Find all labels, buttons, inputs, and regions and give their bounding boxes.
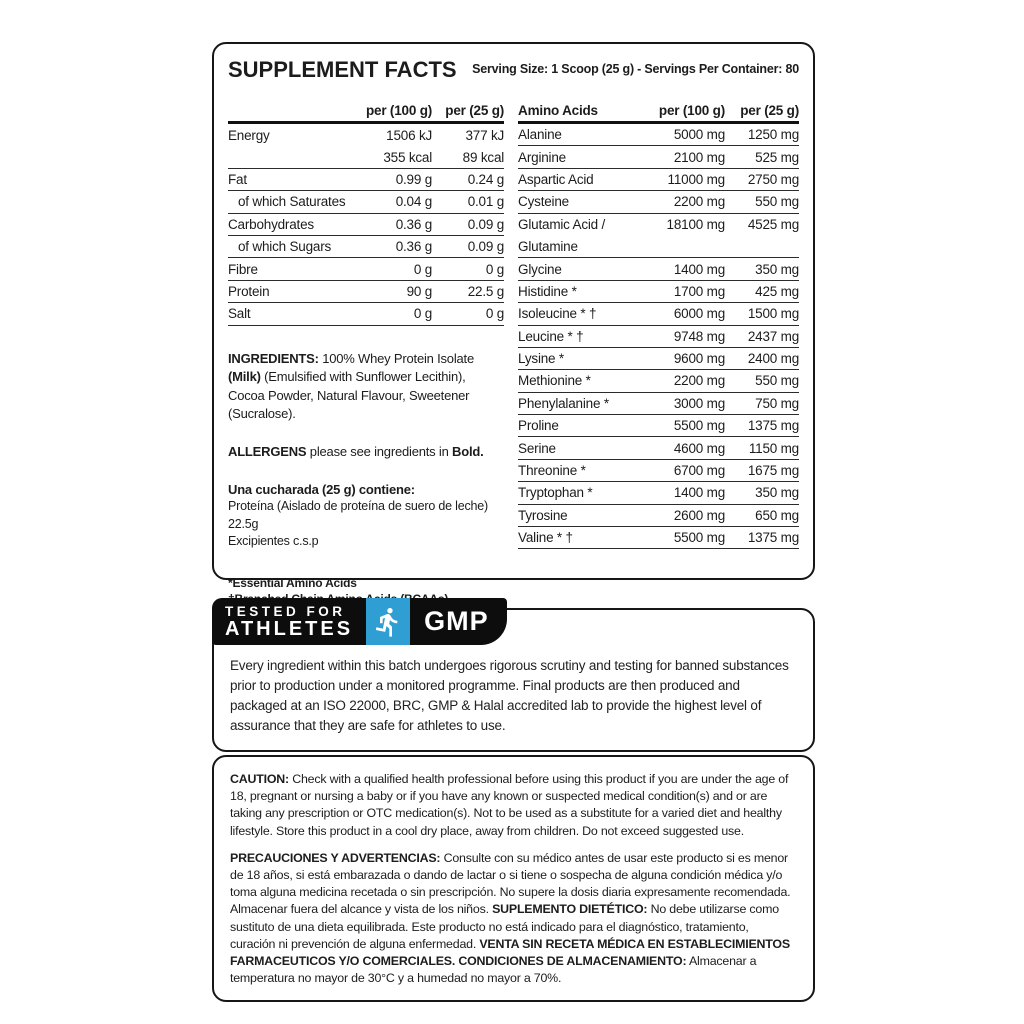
amino-header-row (518, 99, 799, 124)
condiciones-label: CONDICIONES DE ALMACENAMIENTO: (458, 954, 687, 969)
table-row: Serine 4600 mg 1150 mg (518, 437, 799, 459)
tested-body-text: Every ingredient within this batch undergoes rigorous scrutiny and testing for banned substances prior to production under a monitored programme. Final products are then produced and packaged at an ISO 22000, BRC, GMP & Halal accredited lab to provide the highest level of assurance that they are safe for athletes to use. (230, 658, 789, 733)
table-row: Cysteine 2200 mg 550 mg (518, 191, 799, 213)
table-row: Energy 1506 kJ 377 kJ (228, 127, 505, 143)
table-row: Arginine 2100 mg 525 mg (518, 146, 799, 168)
table-row: Tryptophan * 1400 mg 350 mg (518, 482, 799, 504)
table-row: Alanine 5000 mg 1250 mg (518, 124, 799, 146)
venta-label: VENTA SIN RECETA MÉDICA EN ESTABLECIMIENTOS FARMACEUTICOS Y/O COMERCIALES. (230, 936, 790, 969)
table-row: Protein 90 g 22.5 g (228, 281, 504, 303)
tested-for-athletes-badge (212, 598, 507, 645)
table-row: Valine * † 5500 mg 1375 mg (518, 527, 799, 549)
supplement-facts-panel (212, 42, 815, 590)
table-row: Leucine * † 9748 mg 2437 mg (518, 326, 799, 348)
table-row: Fat 0.99 g 0.24 g (228, 169, 504, 191)
allergens-line: ALLERGENS please see ingredients in Bold. (228, 443, 484, 459)
caution-paragraph: CAUTION: Check with a qualified health professional before using this product if you are under the age of 18, pregnant or nursing a baby or if you have any known or suspected medical condition(s) and or are taking any prescription or OTC medication(s). Not to be used as a substitute for a varied diet and healthy lifestyle. Store this product in a cool dry place, away from children. Do not exceed suggested use. (230, 772, 789, 838)
amino-acids-column (518, 99, 799, 608)
table-row: of which Saturates 0.04 g 0.01 g (228, 191, 504, 213)
milk-allergen: (Milk) (228, 369, 261, 385)
runner-icon (366, 598, 410, 645)
nutrition-column (228, 99, 504, 608)
table-row: Glutamic Acid / 18100 mg 4525 mg (518, 217, 799, 233)
caution-label: CAUTION: (230, 772, 289, 786)
table-row: Aspartic Acid 11000 mg 2750 mg (518, 169, 799, 191)
table-row: Phenylalanine * 3000 mg 750 mg (518, 393, 799, 415)
table-row: of which Sugars 0.36 g 0.09 g (228, 236, 504, 258)
col-per100-header: per (100 g) (365, 102, 433, 118)
amino-acids-header: Amino Acids (518, 102, 598, 118)
table-row: Tyrosine 2600 mg 650 mg (518, 505, 799, 527)
table-row: Salt 0 g 0 g (228, 303, 504, 325)
nutrition-header-row (228, 99, 504, 124)
table-row: Carbohydrates 0.36 g 0.09 g (228, 214, 504, 236)
suplemento-label: SUPLEMENTO DIETÉTICO: (492, 902, 648, 917)
gmp-label: GMP (424, 606, 489, 636)
col-per25-header: per (25 g) (445, 102, 505, 118)
ingredients-paragraph: INGREDIENTS: 100% Whey Protein Isolate (Milk) (Emulsified with Sunflower Lecithin), Cocoa Powder, Natural Flavour, Sweetener (Sucralose). (228, 350, 474, 422)
tested-for-athletes-panel (212, 603, 815, 752)
ingredients-label: INGREDIENTS: (228, 350, 319, 366)
precauciones-label: PRECAUCIONES Y ADVERTENCIAS: (230, 850, 441, 865)
table-row: Methionine * 2200 mg 550 mg (518, 370, 799, 392)
table-row: Fibre 0 g 0 g (228, 258, 504, 280)
col-per25-header: per (25 g) (740, 102, 799, 118)
facts-header (228, 57, 799, 83)
table-row: Lysine * 9600 mg 2400 mg (518, 348, 799, 370)
table-row: Glutamine (518, 236, 799, 258)
table-row: 355 kcal 89 kcal (228, 146, 504, 168)
badge-line1: TESTED FOR (225, 603, 346, 619)
precauciones-paragraph: PRECAUCIONES Y ADVERTENCIAS: Consulte con su médico antes de usar este producto si es menor de 18 años, si está embarazada o dando de lactar o si tiene o sospecha de alguna condición médica y/o toma alguna medicina recetada o sin prescripción. No supere la dosis diaria expresamente recomendada. Almacenar fuera del alcance y vista de los niños. SUPLEMENTO DIETÉTICO: No debe utilizarse como sustituto de una dieta equilibrada. Este producto no está indicado para el diagnóstico, tratamiento, curación ni prevención de alguna enfermedad. VENTA SIN RECETA MÉDICA EN ESTABLECIMIENTOS FARMACEUTICOS Y/O COMERCIALES. CONDICIONES DE ALMACENAMIENTO: Almacenar a temperatura no mayor de 30°C y a humedad no mayor a 70%. (230, 850, 791, 986)
footnote-essential: *Essential Amino Acids (228, 575, 357, 590)
spanish-serving-title: Una cucharada (25 g) contiene: (228, 481, 415, 497)
table-row: Histidine * 1700 mg 425 mg (518, 281, 799, 303)
facts-columns (228, 99, 799, 608)
table-row: Isoleucine * † 6000 mg 1500 mg (518, 303, 799, 325)
table-row: Threonine * 6700 mg 1675 mg (518, 460, 799, 482)
badge-line2: ATHLETES (225, 617, 354, 640)
caution-panel (212, 755, 815, 1002)
panel-title: SUPPLEMENT FACTS (228, 57, 457, 82)
col-per100-header: per (100 g) (658, 102, 725, 118)
table-row: Proline 5500 mg 1375 mg (518, 415, 799, 437)
allergens-label: ALLERGENS (228, 443, 307, 459)
serving-info: Serving Size: 1 Scoop (25 g) - Servings Per Container: 80 (472, 62, 799, 76)
spanish-serving-block: Una cucharada (25 g) contiene: Proteína (Aislado de proteína de suero de leche) 22.5g Excipientes c.s.p (228, 481, 504, 551)
table-row: Glycine 1400 mg 350 mg (518, 258, 799, 280)
